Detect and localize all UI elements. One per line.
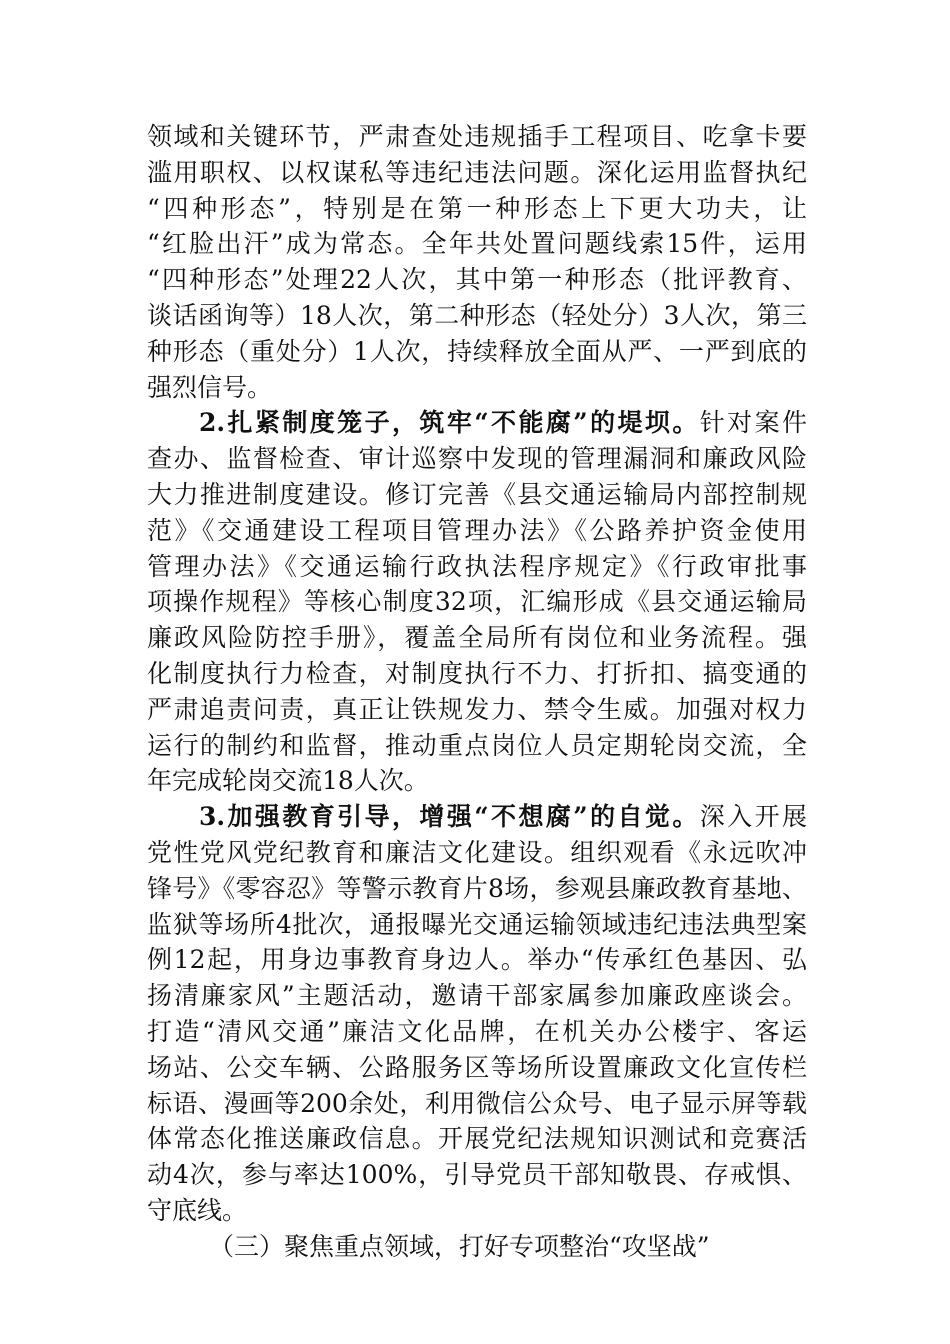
text-line: 守底线。 — [147, 1195, 248, 1225]
text-line: 领域和关键环节，严肃查处违规插手工程项目、吃拿卡要 — [147, 122, 807, 151]
text-line: 运行的制约和监督，推动重点岗位人员定期轮岗交流，全 — [147, 730, 807, 760]
subsection-title: 2.扎紧制度笼子，筑牢“不能腐”的堤坝。 — [199, 408, 700, 438]
text-line: 滥用职权、以权谋私等违纪违法问题。深化运用监督执纪 — [147, 157, 807, 187]
text-line: 管理办法》《交通运输行政执法程序规定》《行政审批事 — [147, 551, 807, 581]
text-line: 范》《交通建设工程项目管理办法》《公路养护资金使用 — [147, 515, 807, 545]
text-line: 例12起，用身边事教育身边人。举办“传承红色基因、弘 — [147, 945, 807, 975]
text-line: 扬清廉家风”主题活动，邀请干部家属参加廉政座谈会。 — [147, 981, 807, 1011]
text-line: 查办、监督检查、审计巡察中发现的管理漏洞和廉政风险 — [147, 444, 807, 474]
paragraph-discipline-cases — [147, 119, 807, 405]
paragraph-education-guidance — [147, 799, 807, 1229]
text-line: 严肃追责问责，真正让铁规发力、禁令生威。加强对权力 — [147, 694, 807, 724]
text-line: 体常态化推送廉政信息。开展党纪法规知识测试和竞赛活 — [147, 1124, 807, 1154]
text-line: 谈话函询等）18人次，第二种形态（轻处分）3人次，第三 — [147, 300, 807, 330]
paragraph-institution-building — [147, 405, 807, 799]
text-line: 锋号》《零容忍》等警示教育片8场，参观县廉政教育基地、 — [147, 873, 807, 903]
text-line: 年完成轮岗交流18人次。 — [147, 766, 429, 796]
text-line: 强烈信号。 — [147, 372, 273, 402]
text-line — [147, 405, 807, 441]
text-run: 针对案件 — [699, 408, 807, 438]
text-line: 大力推进制度建设。修订完善《县交通运输局内部控制规 — [147, 479, 807, 509]
document-page — [147, 119, 807, 1265]
text-line: 监狱等场所4批次，通报曝光交通运输领域违纪违法典型案 — [147, 909, 807, 939]
text-line: 场站、公交车辆、公路服务区等场所设置廉政文化宣传栏 — [147, 1052, 807, 1082]
text-line: 项操作规程》等核心制度32项，汇编形成《县交通运输局 — [147, 587, 807, 617]
text-line: 廉政风险防控手册》，覆盖全局所有岗位和业务流程。强 — [147, 623, 807, 653]
text-line: 种形态（重处分）1人次，持续释放全面从严、一严到底的 — [147, 336, 807, 366]
text-line: “红脸出汗”成为常态。全年共处置问题线索15件，运用 — [147, 229, 807, 259]
subsection-title: 3.加强教育引导，增强“不想腐”的自觉。 — [199, 802, 700, 832]
text-line: 化制度执行力检查，对制度执行不力、打折扣、搞变通的 — [147, 658, 807, 688]
text-run: 深入开展 — [699, 802, 807, 832]
text-line: “四种形态”处理22人次，其中第一种形态（批评教育、 — [147, 265, 807, 295]
text-line: 标语、漫画等200余处，利用微信公众号、电子显示屏等载 — [147, 1088, 807, 1118]
text-line: “四种形态”，特别是在第一种形态上下更大功夫，让 — [147, 193, 807, 223]
text-line: 打造“清风交通”廉洁文化品牌，在机关办公楼宇、客运 — [147, 1016, 807, 1046]
text-line — [147, 799, 807, 835]
text-line: 动4次，参与率达100%，引导党员干部知敬畏、存戒惧、 — [147, 1160, 807, 1190]
section-heading: （三）聚焦重点领域，打好专项整治“攻坚战” — [209, 1231, 710, 1261]
text-line: 党性党风党纪教育和廉洁文化建设。组织观看《永远吹冲 — [147, 837, 807, 867]
